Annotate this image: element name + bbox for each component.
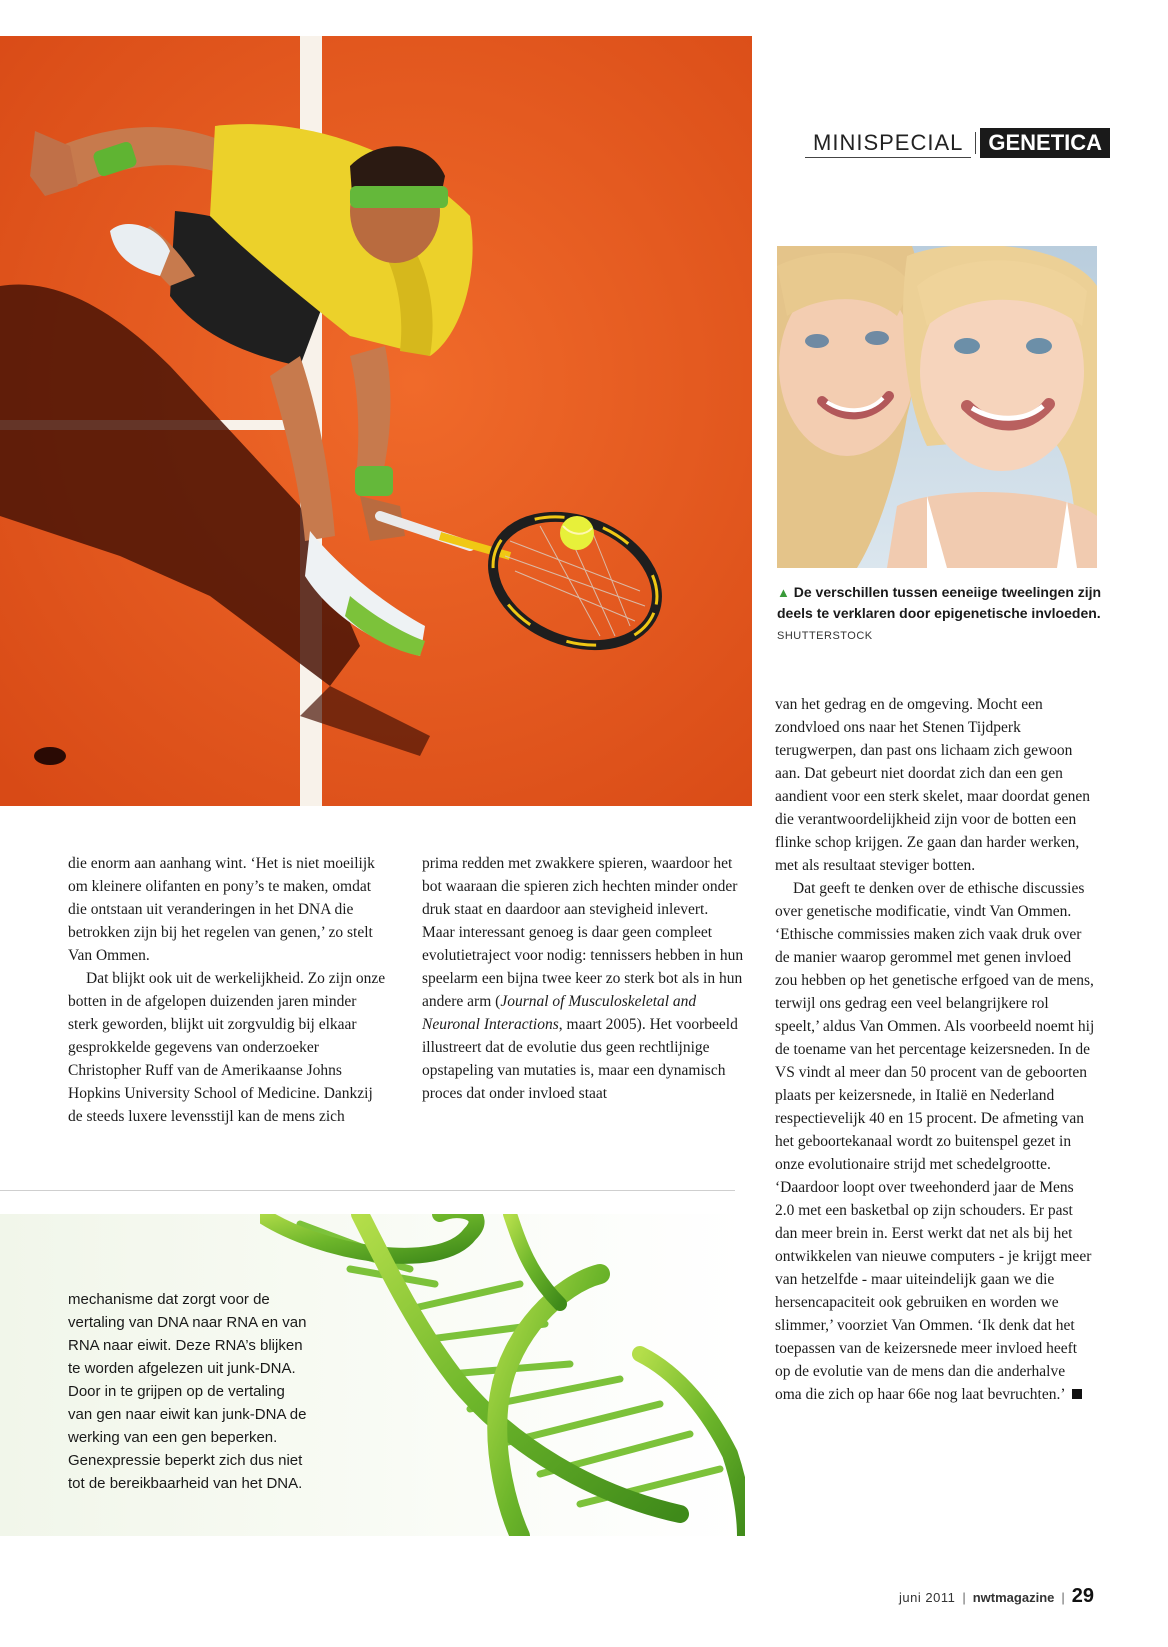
- paragraph: die enorm aan aanhang wint. ‘Het is niet moeilijk om kleinere olifanten en pony’s te maken, omdat die ontstaan uit veranderingen in het DNA die betrokken zijn bij het regelen van genen,’ zo stelt Van Ommen.: [68, 855, 375, 964]
- footer-separator: |: [1061, 1590, 1065, 1605]
- end-of-article-mark: [1072, 1389, 1082, 1399]
- text-span: prima redden met zwakkere spieren, waardoor het bot waaraan die spieren zich hechten minder onder druk staat en daardoor aan stevigheid inlevert. Maar interessant genoeg is daar geen compleet evolutietraject voor nodig: tennissers hebben in hun speelarm een bijna twee keer zo sterk bot als in hun andere arm (: [422, 855, 744, 1010]
- section-topic: GENETICA: [980, 128, 1110, 158]
- text-span: , maart 2005). Het voorbeeld illustreert dat de evolutie dus geen rechtlijnige opstapeling van mutaties is, maar een dynamisch proces dat onder invloed staat: [422, 1016, 738, 1102]
- section-label: MINISPECIAL: [805, 128, 971, 158]
- tennis-player-photo: [0, 36, 752, 806]
- footer-separator: |: [962, 1590, 966, 1605]
- photo-credit: SHUTTERSTOCK: [777, 630, 873, 642]
- infobox-text: mechanisme dat zorgt voor de vertaling van DNA naar RNA en van RNA naar eiwit. Deze RNA’s blijken te worden afgelezen uit junk-DNA. Door in te grijpen op de vertaling van gen naar eiwit kan junk-DNA de werking van een gen beperken. Genexpressie beperkt zich dus niet tot de bereikbaarheid van het DNA.: [68, 1291, 307, 1492]
- divider: [0, 1190, 735, 1191]
- caption-text: De verschillen tussen eeneiige tweelingen zijn deels te verklaren door epigenetische invloeden.: [777, 584, 1102, 621]
- issue-date: juni 2011: [899, 1590, 956, 1605]
- section-header: [805, 128, 1110, 158]
- twins-photo: [777, 246, 1097, 568]
- article-column-3: [775, 693, 1095, 1406]
- triangle-up-icon: ▲: [777, 585, 790, 600]
- dna-helix-graphic: [260, 1214, 745, 1536]
- magazine-name: nwtmagazine: [972, 1590, 1055, 1605]
- text-span: Dat geeft te denken over de ethische discussies over genetische modificatie, vindt Van Ommen. ‘Ethische commissies maken zich vaak druk over de manier waarop gerommel met genen invloed zou hebben op het genetische erfgoed van de mens, terwijl ons gedrag een veel belangrijkere rol speelt,’ aldus Van Ommen. Als voorbeeld noemt hij de toename van het percentage keizersneden. In de VS vindt al meer dan 50 procent van de geboorten plaats per keizersnede, in Italië en Nederland respectievelijk 40 en 15 procent. De afmeting van het geboortekanaal wordt zo buitenspel gezet in onze evolutionaire strijd met schedelgrootte. ‘Daardoor loopt over tweehonderd jaar de Mens 2.0 met een basketbal op zijn schouders. Er past dan meer brein in. Eerst werkt dat net als bij het ontwikkelen van nieuwe computers - je krijgt meer van hetzelfde - maar uiteindelijk gaan we die hersencapaciteit ook gebruiken en worden we slimmer,’ voorziet Van Ommen. ‘Ik denk dat het toepassen van de keizersnede meer invloed heeft op de evolutie van de mens dan die anderhalve oma die zich op haar 66e nog laat bevruchten.’: [775, 880, 1095, 1403]
- paragraph: [775, 877, 1095, 1406]
- article-column-2: [422, 852, 744, 1105]
- page-number: 29: [1071, 1585, 1094, 1607]
- article-column-1: [68, 852, 388, 1128]
- paragraph: [422, 852, 744, 1105]
- journal-reference: Journal of Musculoskeletal and Neuronal Interactions: [422, 993, 697, 1033]
- section-separator: [975, 132, 976, 154]
- paragraph: Dat blijkt ook uit de werkelijkheid. Zo zijn onze botten in de afgelopen duizenden jaren minder sterk geworden, blijkt uit zorgvuldig bij elkaar gesprokkelde gegevens van onderzoeker Christopher Ruff van de Amerikaanse Johns Hopkins University School of Medicine. Dankzij de steeds luxere levensstijl kan de mens zich: [68, 970, 386, 1125]
- paragraph: van het gedrag en de omgeving. Mocht een zondvloed ons naar het Stenen Tijdperk terugwerpen, dan past ons lichaam zich gewoon aan. Dat gebeurt niet doordat zich dan een gen aandient voor een sterk skelet, maar doordat genen die verantwoordelijkheid zijn voor de botten een flinke schop krijgen. Ze gaan dan harder werken, met als resultaat steviger botten.: [775, 696, 1091, 874]
- page-footer: [870, 1585, 1094, 1611]
- photo-caption: [777, 582, 1107, 647]
